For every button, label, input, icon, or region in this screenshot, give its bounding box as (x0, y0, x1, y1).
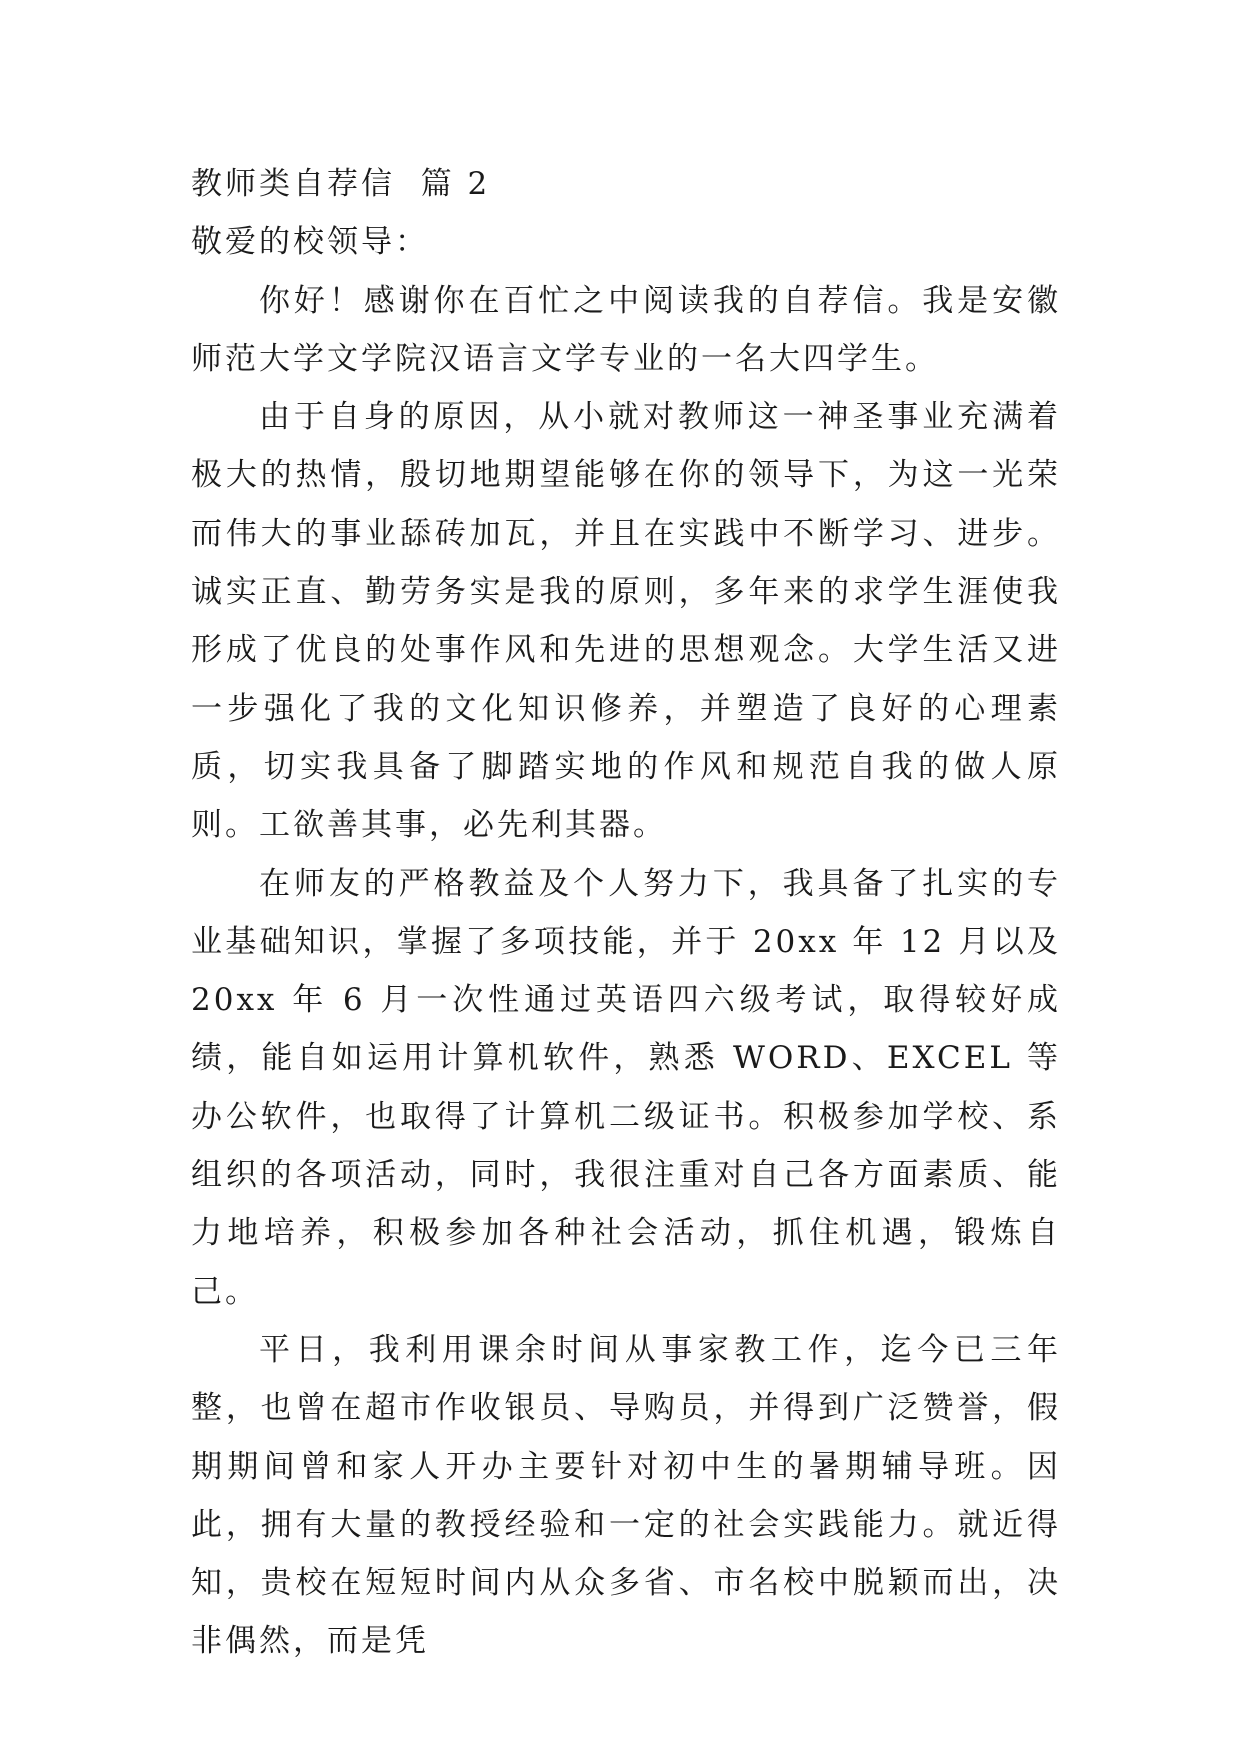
paragraph-experience: 平日，我利用课余时间从事家教工作，迄今已三年整，也曾在超市作收银员、导购员，并得到广泛赞誉，假期期间曾和家人开办主要针对初中生的暑期辅导班。因此，拥有大量的教授经验和一定的社会实践能力。就近得知，贵校在短短时间内从众多省、市名校中脱颖而出，决非偶然，而是凭 (191, 1331, 1061, 1660)
letter-body (191, 155, 1061, 1671)
paragraph-motivation: 由于自身的原因，从小就对教师这一神圣事业充满着极大的热情，殷切地期望能够在你的领导下，为这一光荣而伟大的事业舔砖加瓦，并且在实践中不断学习、进步。 诚实正直、勤劳务实是我的原则，多年来的求学生涯使我形成了优良的处事作风和先进的思想观念。大学生活又进一步强化了我的文化知识修养，并塑造了良好的心理素质，切实我具备了脚踏实地的作风和规范自我的做人原则。工欲善其事，必先利其器。 (191, 399, 1061, 844)
salutation: 敬爱的校领导： (191, 224, 429, 261)
document-title: 教师类自荐信 篇 2 (191, 166, 491, 202)
paragraph-greeting: 你好！感谢你在百忙之中阅读我的自荐信。我是安徽师范大学文学院汉语言文学专业的一名大四学生。 (191, 282, 1061, 377)
paragraph-skills: 在师友的严格教益及个人努力下，我具备了扎实的专业基础知识，掌握了多项技能，并于 20xx 年 12 月以及 20xx 年 6 月一次性通过英语四六级考试，取得较好成绩，能自如运用计算机软件，熟悉 WORD、EXCEL 等办公软件，也取得了计算机二级证书。积极参加学校、系组织的各项活动，同时，我很注重对自己各方面素质、能力地培养，积极参加各种社会活动，抓住机遇，锻炼自己。 (191, 865, 1061, 1310)
